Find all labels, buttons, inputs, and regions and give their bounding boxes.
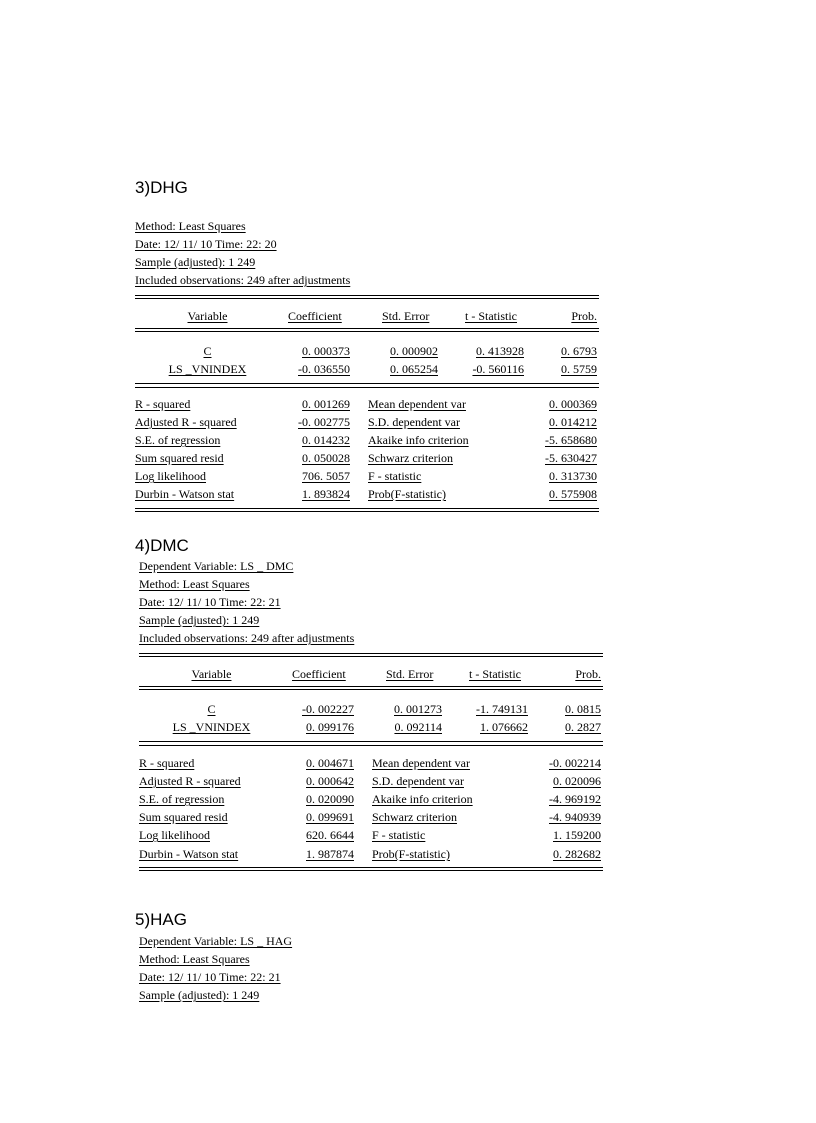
stat-value: 0. 099691 xyxy=(306,810,354,824)
col-header-prob: Prob. xyxy=(575,667,601,681)
rule-double xyxy=(135,508,599,512)
stat-label: Sum squared resid xyxy=(135,451,224,465)
header-line-date: Date: 12/ 11/ 10 Time: 22: 21 xyxy=(139,595,281,609)
rule-single xyxy=(139,741,603,742)
stat-label: Adjusted R - squared xyxy=(135,415,237,429)
stat-label: Adjusted R - squared xyxy=(139,774,241,788)
col-header-t-statistic: t - Statistic xyxy=(469,667,521,681)
row-std-error: 0. 092114 xyxy=(394,720,442,734)
row-prob: 0. 2827 xyxy=(565,720,601,734)
stat-value: 1. 987874 xyxy=(306,847,354,861)
stat-label: Durbin - Watson stat xyxy=(135,487,235,501)
row-coefficient: 0. 099176 xyxy=(306,720,354,734)
stat-label: Mean dependent var xyxy=(368,397,466,411)
stat-label: Schwarz criterion xyxy=(372,810,457,824)
stat-value: 0. 000642 xyxy=(306,774,354,788)
stat-label: Sum squared resid xyxy=(139,810,228,824)
stat-label: R - squared xyxy=(139,756,195,770)
col-header-t-statistic: t - Statistic xyxy=(465,309,517,323)
stat-value: 1. 893824 xyxy=(302,487,350,501)
rule-double xyxy=(139,867,603,871)
stat-value: 0. 000369 xyxy=(549,397,597,411)
row-prob: 0. 6793 xyxy=(561,344,597,358)
stat-label: R - squared xyxy=(135,397,191,411)
row-variable: C xyxy=(207,702,216,716)
stat-label: F - statistic xyxy=(372,828,426,842)
header-line-observations: Included observations: 249 after adjustments xyxy=(139,631,355,645)
stat-value: 0. 001269 xyxy=(302,397,350,411)
rule-single xyxy=(139,745,603,746)
row-t-statistic: -1. 749131 xyxy=(476,702,528,716)
header-line-dependent: Dependent Variable: LS _ DMC xyxy=(139,559,294,573)
stat-label: Prob(F-statistic) xyxy=(372,847,450,861)
stat-value: -5. 630427 xyxy=(545,451,597,465)
rule-single xyxy=(135,387,599,388)
stat-label: Prob(F-statistic) xyxy=(368,487,446,501)
section-title-dhg: 3)DHG xyxy=(135,178,188,197)
rule-double xyxy=(139,653,603,657)
section-title-dmc: 4)DMC xyxy=(135,536,189,555)
stat-label: S.E. of regression xyxy=(135,433,221,447)
stat-label: Mean dependent var xyxy=(372,756,470,770)
stat-value: 0. 313730 xyxy=(549,469,597,483)
header-line-method: Method: Least Squares xyxy=(135,219,246,233)
row-variable: LS _VNINDEX xyxy=(168,362,247,376)
stat-value: 0. 014212 xyxy=(549,415,597,429)
rule-single xyxy=(135,383,599,384)
stat-value: 1. 159200 xyxy=(553,828,601,842)
col-header-std-error: Std. Error xyxy=(386,667,434,681)
stat-label: Log likelihood xyxy=(135,469,206,483)
header-line-sample: Sample (adjusted): 1 249 xyxy=(135,255,256,269)
stat-label: Schwarz criterion xyxy=(368,451,453,465)
stat-label: F - statistic xyxy=(368,469,422,483)
stat-value: 0. 575908 xyxy=(549,487,597,501)
stat-label: Durbin - Watson stat xyxy=(139,847,239,861)
rule-double xyxy=(139,686,603,690)
stat-value: 0. 004671 xyxy=(306,756,354,770)
stat-value: -0. 002214 xyxy=(549,756,601,770)
col-header-std-error: Std. Error xyxy=(382,309,430,323)
regression-header-dmc xyxy=(139,557,354,647)
row-coefficient: 0. 000373 xyxy=(302,344,350,358)
stat-value: 0. 020096 xyxy=(553,774,601,788)
stat-value: -4. 969192 xyxy=(549,792,601,806)
row-std-error: 0. 000902 xyxy=(390,344,438,358)
regression-header-dhg xyxy=(135,217,350,289)
stat-value: -5. 658680 xyxy=(545,433,597,447)
row-t-statistic: -0. 560116 xyxy=(472,362,524,376)
rule-double xyxy=(135,328,599,332)
stat-label: Akaike info criterion xyxy=(368,433,469,447)
col-header-coefficient: Coefficient xyxy=(288,309,342,323)
stat-label: S.D. dependent var xyxy=(368,415,460,429)
stat-label: Akaike info criterion xyxy=(372,792,473,806)
header-line-date: Date: 12/ 11/ 10 Time: 22: 20 xyxy=(135,237,277,251)
col-header-variable: Variable xyxy=(191,667,232,681)
row-t-statistic: 1. 076662 xyxy=(480,720,528,734)
stat-value: 0. 020090 xyxy=(306,792,354,806)
regression-header-hag xyxy=(139,932,292,1004)
header-line-observations: Included observations: 249 after adjustments xyxy=(135,273,351,287)
row-variable: C xyxy=(203,344,212,358)
header-line-dependent: Dependent Variable: LS _ HAG xyxy=(139,934,293,948)
row-std-error: 0. 001273 xyxy=(394,702,442,716)
col-header-coefficient: Coefficient xyxy=(292,667,346,681)
header-line-method: Method: Least Squares xyxy=(139,577,250,591)
stat-value: 0. 282682 xyxy=(553,847,601,861)
stat-value: -4. 940939 xyxy=(549,810,601,824)
stat-label: S.D. dependent var xyxy=(372,774,464,788)
stat-value: 706. 5057 xyxy=(302,469,350,483)
header-line-sample: Sample (adjusted): 1 249 xyxy=(139,988,260,1002)
header-line-method: Method: Least Squares xyxy=(139,952,250,966)
row-std-error: 0. 065254 xyxy=(390,362,438,376)
rule-double xyxy=(135,295,599,299)
col-header-prob: Prob. xyxy=(571,309,597,323)
stat-label: S.E. of regression xyxy=(139,792,225,806)
stat-label: Log likelihood xyxy=(139,828,210,842)
row-t-statistic: 0. 413928 xyxy=(476,344,524,358)
row-coefficient: -0. 002227 xyxy=(302,702,354,716)
col-header-variable: Variable xyxy=(187,309,228,323)
row-coefficient: -0. 036550 xyxy=(298,362,350,376)
stat-value: 0. 014232 xyxy=(302,433,350,447)
row-prob: 0. 5759 xyxy=(561,362,597,376)
stat-value: 0. 050028 xyxy=(302,451,350,465)
stat-value: 620. 6644 xyxy=(306,828,354,842)
row-prob: 0. 0815 xyxy=(565,702,601,716)
stat-value: -0. 002775 xyxy=(298,415,350,429)
header-line-date: Date: 12/ 11/ 10 Time: 22: 21 xyxy=(139,970,281,984)
section-title-hag: 5)HAG xyxy=(135,910,187,929)
row-variable: LS _VNINDEX xyxy=(172,720,251,734)
header-line-sample: Sample (adjusted): 1 249 xyxy=(139,613,260,627)
